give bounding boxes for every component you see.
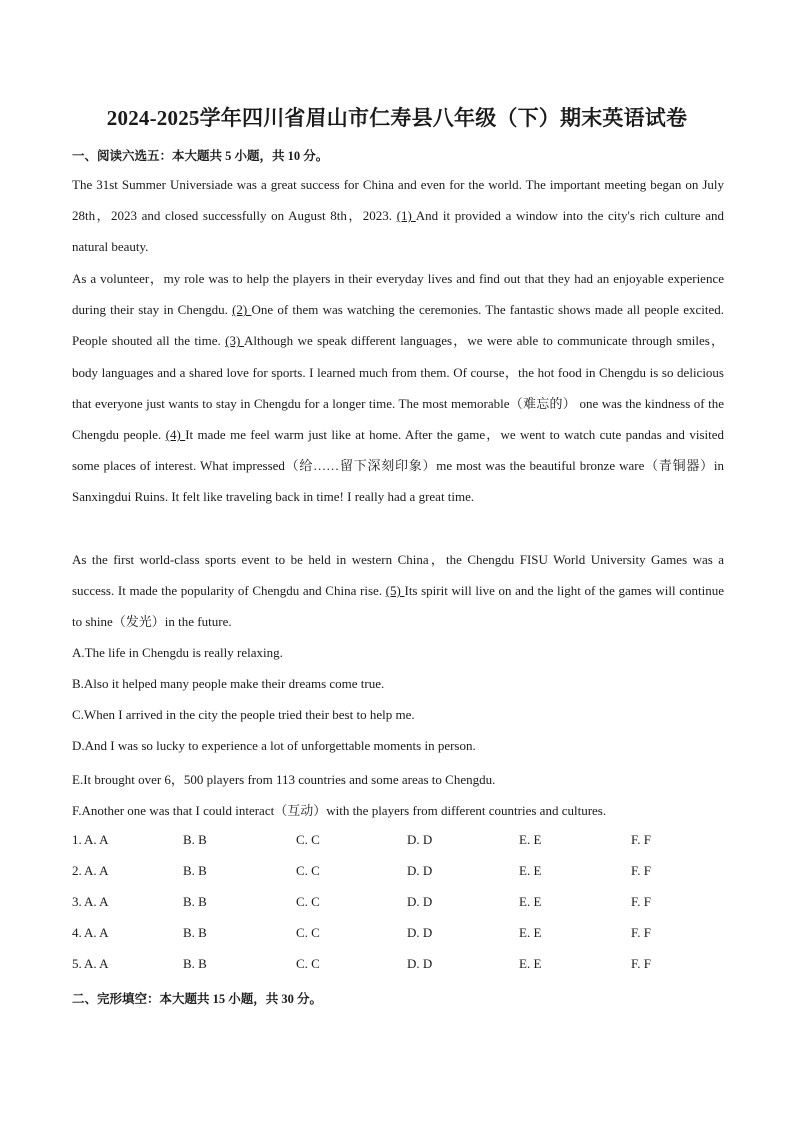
- answer-choice[interactable]: F. F: [631, 894, 651, 909]
- question-number: 2.: [72, 863, 82, 878]
- paragraph-text: One of them was watching the ceremonies. The fantastic shows made all people excited. People shouted all the time.: [72, 302, 724, 349]
- paragraph-text: The 31st Summer Universiade was a great success for China and even for the world. The important meeting began on July 28th，2023 and closed successfully on August 8th，2023.: [72, 177, 724, 224]
- paragraph-text: It made me feel warm just like at home. After the game，we went to watch cute pandas and visited some places of interest. What impressed（给……留下深刻印象）me most was the beautiful bronze ware（青铜器）in Sanxingdui Ruins. It felt like traveling back in time! I really had a great time.: [72, 427, 724, 505]
- answer-choice[interactable]: A. A: [84, 956, 109, 971]
- answer-choice[interactable]: A. A: [84, 925, 109, 940]
- blank-1: (1): [396, 208, 416, 224]
- blank-4: (4): [165, 427, 186, 443]
- answer-choice[interactable]: D. D: [407, 832, 433, 847]
- answer-choice[interactable]: E. E: [519, 956, 542, 971]
- paragraph-text: Its spirit will live on and the light of the games will continue to shine（发光）in the future.: [72, 583, 725, 630]
- answer-row: [72, 925, 732, 943]
- answer-choice[interactable]: F. F: [631, 863, 651, 878]
- blank-5: (5): [385, 583, 405, 599]
- answer-choice[interactable]: E. E: [519, 863, 542, 878]
- answer-row: [72, 956, 732, 974]
- answer-row: [72, 832, 732, 850]
- answer-choice[interactable]: F. F: [631, 956, 651, 971]
- page-title: 2024-2025学年四川省眉山市仁寿县八年级（下）期末英语试卷: [106, 106, 688, 130]
- answer-choice[interactable]: F. F: [631, 925, 651, 940]
- question-number: 4.: [72, 925, 82, 940]
- answer-choice[interactable]: B. B: [183, 832, 207, 847]
- paragraph-text: As a volunteer，my role was to help the players in their everyday lives and find out that they had an enjoyable experience during their stay in Chengdu.: [72, 271, 724, 318]
- option-e: E.It brought over 6，500 players from 113 countries and some areas to Chengdu.: [72, 772, 496, 787]
- option-f: F.Another one was that I could interact（互动）with the players from different countries and cultures.: [72, 803, 607, 818]
- option-d: D.And I was so lucky to experience a lot of unforgettable moments in person.: [72, 738, 476, 753]
- answer-choice[interactable]: D. D: [407, 956, 433, 971]
- blank-2: (2): [232, 302, 252, 318]
- answer-choice[interactable]: B. B: [183, 925, 207, 940]
- answer-choice[interactable]: C. C: [296, 956, 320, 971]
- answer-choice[interactable]: B. B: [183, 956, 207, 971]
- option-c: C.When I arrived in the city the people tried their best to help me.: [72, 707, 415, 722]
- question-number: 1.: [72, 832, 82, 847]
- answer-choice[interactable]: A. A: [84, 863, 109, 878]
- passage-paragraph-1: [72, 169, 724, 263]
- answer-choice[interactable]: D. D: [407, 925, 433, 940]
- answer-choice[interactable]: D. D: [407, 894, 433, 909]
- answer-choice[interactable]: B. B: [183, 894, 207, 909]
- answer-choice[interactable]: A. A: [84, 832, 109, 847]
- answer-choice[interactable]: C. C: [296, 894, 320, 909]
- paragraph-text: And it provided a window into the city's rich culture and natural beauty.: [72, 208, 724, 255]
- answer-choice[interactable]: B. B: [183, 863, 207, 878]
- paragraph-text: As the first world-class sports event to be held in western China，the Chengdu FISU World University Games was a success. It made the popularity of Chengdu and China rise.: [72, 552, 724, 599]
- answer-choice[interactable]: F. F: [631, 832, 651, 847]
- option-a: A.The life in Chengdu is really relaxing.: [72, 645, 283, 660]
- answer-choice[interactable]: E. E: [519, 894, 542, 909]
- passage-paragraph-2: [72, 263, 724, 513]
- answer-choice[interactable]: C. C: [296, 832, 320, 847]
- answer-row: [72, 863, 732, 881]
- question-number: 5.: [72, 956, 82, 971]
- blank-3: (3): [225, 333, 245, 349]
- paragraph-text: Although we speak different languages，we were able to communicate through smiles，body languages and a shared love for sports. I learned much from them. Of course，the hot food in Chengdu is so delicious that everyone just wants to stay in Chengdu for a longer time. The most memorable（难忘的） one was the kindness of the Chengdu people.: [72, 333, 724, 443]
- option-b: B.Also it helped many people make their dreams come true.: [72, 676, 385, 691]
- answer-choice[interactable]: E. E: [519, 832, 542, 847]
- section-2-heading: 二、完形填空：本大题共 15 小题，共 30 分。: [72, 992, 323, 1006]
- passage-paragraph-3: [72, 544, 724, 638]
- answer-choice[interactable]: C. C: [296, 925, 320, 940]
- section-1-heading: 一、阅读六选五：本大题共 5 小题，共 10 分。: [72, 149, 329, 163]
- answer-row: [72, 894, 732, 912]
- answer-choice[interactable]: D. D: [407, 863, 433, 878]
- question-number: 3.: [72, 894, 82, 909]
- answer-choice[interactable]: A. A: [84, 894, 109, 909]
- answer-choice[interactable]: E. E: [519, 925, 542, 940]
- answer-choice[interactable]: C. C: [296, 863, 320, 878]
